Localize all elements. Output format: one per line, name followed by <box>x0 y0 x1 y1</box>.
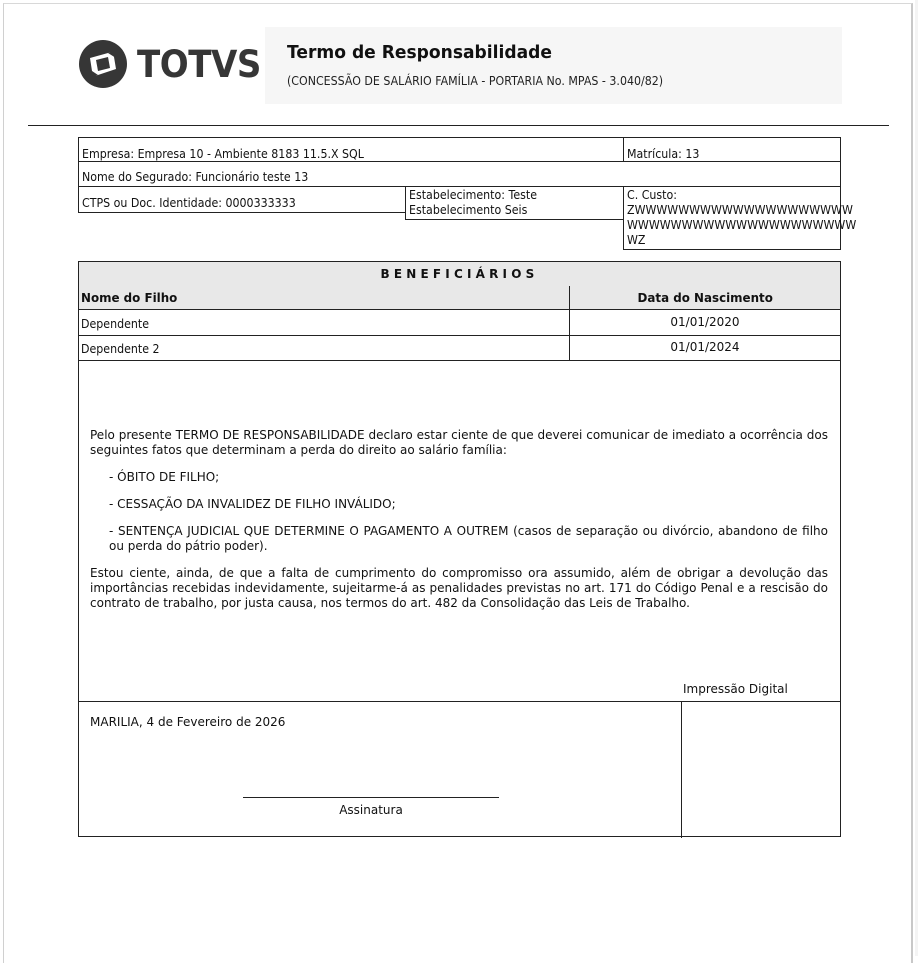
centro-custo-line: ZWWWWWWWWWWWWWWWWWWWW <box>627 203 853 217</box>
beneficiarios-section <box>78 261 841 837</box>
segurado-value: Nome do Segurado: Funcionário teste 13 <box>82 170 309 184</box>
table-row <box>79 310 840 336</box>
estabelecimento-line: Estabelecimento Seis <box>409 203 528 217</box>
column-header-data <box>570 286 840 310</box>
matricula-value: Matrícula: 13 <box>627 147 700 161</box>
empresa-field <box>78 137 624 162</box>
ctps-value: CTPS ou Doc. Identidade: 0000333333 <box>82 196 296 210</box>
centro-custo-field <box>623 187 857 250</box>
segurado-field <box>78 161 841 187</box>
logo-text: TOTVS <box>137 42 261 86</box>
signature-label: Assinatura <box>339 803 403 817</box>
termo-text <box>90 428 828 611</box>
page-title: Termo de Responsabilidade <box>287 42 553 63</box>
impressao-digital-label: Impressão Digital <box>683 682 788 696</box>
header-divider <box>28 125 889 126</box>
totvs-logo <box>78 38 272 90</box>
beneficiarios-title: BENEFICIÁRIOS <box>79 262 840 287</box>
termo-item: - ÓBITO DE FILHO; <box>109 470 220 484</box>
estabelecimento-field <box>405 187 623 220</box>
fingerprint-box <box>681 702 841 838</box>
termo-intro: Pelo presente TERMO DE RESPONSABILIDADE declaro estar ciente de que deverei comunicar de imediato a ocorrência dos seguintes fatos que determinam a perda do direito ao salário família: <box>90 428 828 457</box>
centro-custo-line: C. Custo: <box>627 188 677 202</box>
row-nome <box>79 335 570 360</box>
signature-line <box>243 797 499 798</box>
empresa-value: Empresa: Empresa 10 - Ambiente 8183 11.5.X SQL <box>82 147 364 161</box>
row-nome <box>79 310 570 335</box>
column-header-nome-label: Nome do Filho <box>81 290 178 305</box>
page-subtitle: (CONCESSÃO DE SALÁRIO FAMÍLIA - PORTARIA No. MPAS - 3.040/82) <box>287 74 664 88</box>
termo-item: - CESSAÇÃO DA INVALIDEZ DE FILHO INVÁLIDO; <box>109 497 396 511</box>
row-nome-text: Dependente 2 <box>81 342 160 356</box>
termo-item: - SENTENÇA JUDICIAL QUE DETERMINE O PAGAMENTO A OUTREM (casos de separação ou divórcio, abandono de filho ou perda do pátrio poder). <box>109 524 828 553</box>
centro-custo-line: WWWWWWWWWWWWWWWWWWWWW <box>627 218 857 232</box>
column-header-data-label: Data do Nascimento <box>637 290 773 305</box>
row-nome-text: Dependente <box>81 317 150 331</box>
totvs-logo-icon <box>78 39 128 89</box>
signature-area <box>79 701 840 838</box>
termo-closing: Estou ciente, ainda, de que a falta de cumprimento do compromisso ora assumido, além de obrigar a devolução das importâncias recebidas indevidamente, sujeitarme-á as penalidades previstas no art. 171 do Código Penal e a rescisão do contrato de trabalho, por justa causa, nos termos do art. 482 da Consolidação das Leis de Trabalho. <box>90 566 828 610</box>
estabelecimento-line: Estabelecimento: Teste <box>409 188 538 202</box>
centro-custo-line: WZ <box>627 233 646 247</box>
row-data: 01/01/2024 <box>670 340 740 354</box>
column-header-nome <box>79 286 570 310</box>
title-box <box>265 27 842 104</box>
matricula-field <box>623 137 841 162</box>
row-data: 01/01/2020 <box>670 315 740 329</box>
table-row <box>79 335 840 361</box>
ctps-field <box>78 187 406 213</box>
local-date: MARILIA, 4 de Fevereiro de 2026 <box>90 715 286 729</box>
